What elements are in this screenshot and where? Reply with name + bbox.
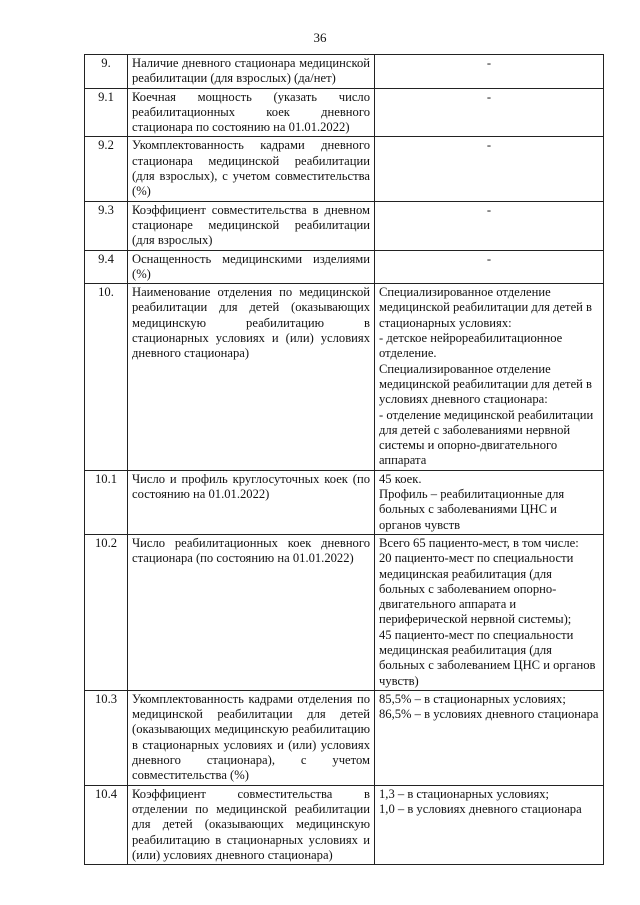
indicator-name: Число реабилитационных коек дневного стационара (по состоянию на 01.01.2022) bbox=[128, 534, 375, 690]
value-line: - bbox=[486, 138, 492, 153]
row-number: 10.2 bbox=[85, 534, 128, 690]
table-body bbox=[85, 55, 604, 865]
indicator-value bbox=[375, 250, 604, 284]
value-line: - bbox=[486, 89, 492, 104]
indicator-name: Число и профиль круглосуточных коек (по состоянию на 01.01.2022) bbox=[128, 470, 375, 534]
value-line: 1,3 – в стационарных условиях; bbox=[379, 786, 550, 801]
row-number: 9.2 bbox=[85, 137, 128, 201]
indicator-value bbox=[375, 690, 604, 785]
value-line: - отделение медицинской реабилитации для детей с заболеваниями нервной системы и опорно-двигательного аппарата bbox=[379, 407, 594, 468]
row-number: 9.1 bbox=[85, 88, 128, 137]
value-line: 1,0 – в условиях дневного стационара bbox=[379, 801, 582, 816]
indicators-table bbox=[84, 54, 604, 865]
value-line: 45 пациенто-мест по специальности медицинская реабилитация (для больных с заболеванием ЦНС и органов чувств) bbox=[379, 627, 596, 688]
table-row bbox=[85, 250, 604, 284]
row-number: 10. bbox=[85, 284, 128, 471]
indicator-name: Коэффициент совместительства в отделении по медицинской реабилитации для детей (оказывающих медицинскую реабилитацию в стационарных условиях и (или) условиях дневного стационара) bbox=[128, 785, 375, 864]
indicator-name: Наличие дневного стационара медицинской реабилитации (для взрослых) (да/нет) bbox=[128, 55, 375, 89]
row-number: 9.4 bbox=[85, 250, 128, 284]
value-line: Специализированное отделение медицинской реабилитации для детей в условиях дневного стационара: bbox=[379, 361, 592, 407]
value-line: 20 пациенто-мест по специальности медицинская реабилитация (для больных с заболеванием опорно-двигательного аппарата и периферической нервной системы); bbox=[379, 551, 574, 627]
table-row bbox=[85, 690, 604, 785]
value-line: - bbox=[486, 251, 492, 266]
value-line: - bbox=[486, 56, 492, 70]
table-row bbox=[85, 785, 604, 864]
indicator-name: Коэффициент совместительства в дневном стационаре медицинской реабилитации (для взрослых) bbox=[128, 201, 375, 250]
row-number: 10.1 bbox=[85, 470, 128, 534]
indicator-value bbox=[375, 88, 604, 137]
indicator-name: Наименование отделения по медицинской реабилитации для детей (оказывающих медицинскую реабилитацию в стационарных условиях и (или) условиях дневного стационара) bbox=[128, 284, 375, 471]
table-row bbox=[85, 470, 604, 534]
table-row bbox=[85, 534, 604, 690]
table-row bbox=[85, 201, 604, 250]
indicator-value bbox=[375, 785, 604, 864]
table-row bbox=[85, 55, 604, 89]
page-number: 36 bbox=[313, 30, 327, 45]
value-line: 85,5% – в стационарных условиях; bbox=[379, 691, 566, 706]
indicator-name: Укомплектованность кадрами отделения по медицинской реабилитации для детей (оказывающих медицинскую реабилитацию в стационарных условиях и (или) условиях дневного стационара), с учетом совместительства (%) bbox=[128, 690, 375, 785]
indicator-value bbox=[375, 201, 604, 250]
indicator-name: Оснащенность медицинскими изделиями (%) bbox=[128, 250, 375, 284]
table-row bbox=[85, 284, 604, 471]
value-line: 86,5% – в условиях дневного стационара bbox=[379, 707, 599, 722]
indicator-name: Укомплектованность кадрами дневного стационара медицинской реабилитации (для взрослых), с учетом совместительства (%) bbox=[128, 137, 375, 201]
value-line: - детское нейрореабилитационное отделение. bbox=[379, 331, 563, 361]
row-number: 9. bbox=[85, 55, 128, 89]
row-number: 10.3 bbox=[85, 690, 128, 785]
value-line: Всего 65 пациенто-мест, в том числе: bbox=[379, 535, 579, 550]
value-line: - bbox=[486, 202, 492, 217]
indicator-value bbox=[375, 534, 604, 690]
table-row bbox=[85, 88, 604, 137]
indicator-value bbox=[375, 55, 604, 89]
indicator-value bbox=[375, 284, 604, 471]
value-line: Профиль – реабилитационные для больных с заболеваниями ЦНС и органов чувств bbox=[379, 487, 565, 532]
row-number: 9.3 bbox=[85, 201, 128, 250]
value-line: 45 коек. bbox=[379, 471, 422, 486]
table-row bbox=[85, 137, 604, 201]
row-number: 10.4 bbox=[85, 785, 128, 864]
value-line: Специализированное отделение медицинской реабилитации для детей в стационарных условиях: bbox=[379, 285, 592, 330]
indicator-value bbox=[375, 137, 604, 201]
indicator-name: Коечная мощность (указать число реабилитационных коек дневного стационара по состоянию на 01.01.2022) bbox=[128, 88, 375, 137]
indicator-value bbox=[375, 470, 604, 534]
